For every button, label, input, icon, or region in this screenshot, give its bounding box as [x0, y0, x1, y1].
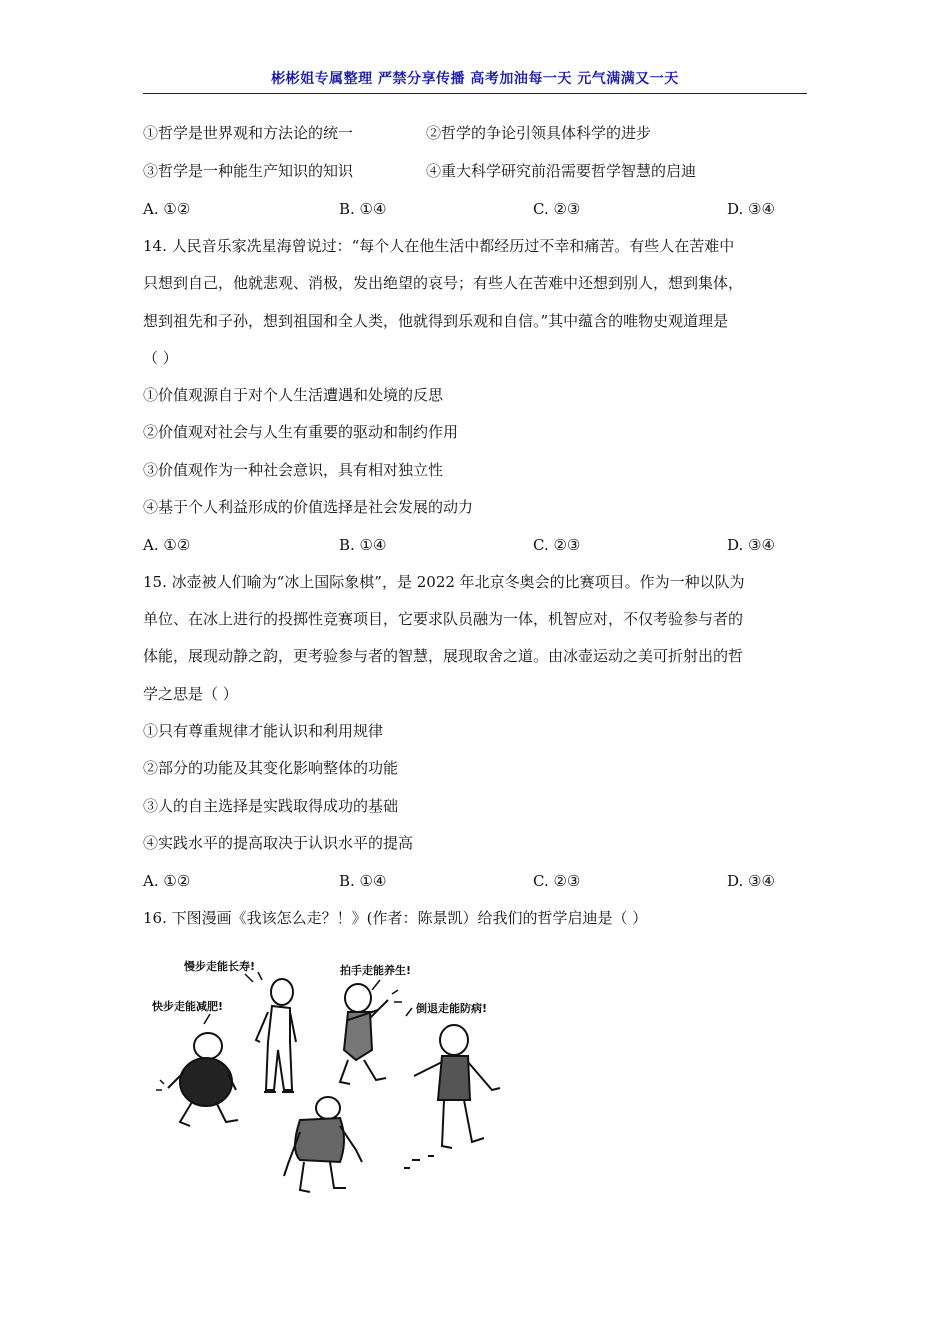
caption-slow-walk: 慢步走能长寿!	[184, 960, 256, 973]
q13-choice-b[interactable]: B. ①④	[339, 200, 387, 218]
q14-choice-a[interactable]: A. ①②	[143, 536, 191, 554]
page-header: 彬彬姐专属整理 严禁分享传播 高考加油每一天 元气满满又一天	[271, 71, 679, 87]
q13-options-row-2	[143, 161, 807, 181]
q14-stem-line-2: 只想到自己，他就悲观、消极，发出绝望的哀号；有些人在苦难中还想到别人，想到集体，	[143, 274, 744, 292]
q14-stem-line-1: 14. 人民音乐家冼星海曾说过：“每个人在他生活中都经历过不幸和痛苦。有些人在苦难中	[143, 237, 735, 255]
q13-option-2: ②哲学的争论引领具体科学的进步	[426, 124, 652, 142]
q14-choice-d[interactable]: D. ③④	[727, 536, 775, 554]
q15-stem-line-2: 单位、在冰上进行的投掷性竞赛项目，它要求队员融为一体，机智应对，不仅考验参与者的	[143, 610, 744, 628]
q15-stem-line-4: 学之思是（ ）	[143, 685, 238, 703]
cartoon-how-should-i-walk	[150, 950, 510, 1200]
q14-stem-line-3: 想到祖先和子孙，想到祖国和全人类，他就得到乐观和自信。”其中蕴含的唯物史观道理是	[143, 312, 729, 330]
q15-option-3: ③人的自主选择是实践取得成功的基础	[143, 797, 399, 815]
header-divider	[143, 93, 807, 94]
caption-back-walk: 倒退走能防病!	[416, 1002, 488, 1015]
q13-options-row-1	[143, 123, 807, 143]
figure-bent-walker	[284, 1097, 362, 1192]
q14-option-2: ②价值观对社会与人生有重要的驱动和制约作用	[143, 423, 459, 441]
q14-option-1: ①价值观源自于对个人生活遭遇和处境的反思	[143, 386, 444, 404]
caption-clap-walk: 拍手走能养生!	[340, 964, 412, 977]
figure-fast-walker	[156, 1033, 238, 1126]
footprint-marks	[404, 1156, 434, 1168]
figure-slow-walker	[256, 979, 296, 1092]
q14-stem-line-4: （ ）	[143, 349, 178, 367]
q13-choice-a[interactable]: A. ①②	[143, 200, 191, 218]
q15-option-2: ②部分的功能及其变化影响整体的功能	[143, 759, 399, 777]
caption-fast-walk: 快步走能减肥!	[152, 1000, 224, 1013]
q15-choice-c[interactable]: C. ②③	[533, 872, 581, 890]
q15-choice-a[interactable]: A. ①②	[143, 872, 191, 890]
q13-option-1: ①哲学是世界观和方法论的统一	[143, 124, 354, 142]
figure-clapping-walker	[340, 984, 402, 1084]
q13-option-3: ③哲学是一种能生产知识的知识	[143, 162, 354, 180]
q13-option-4: ④重大科学研究前沿需要哲学智慧的启迪	[426, 162, 697, 180]
q16-stem-line-1: 16. 下图漫画《我该怎么走？！》(作者：陈景凯）给我们的哲学启迪是（ ）	[143, 909, 648, 927]
q15-option-4: ④实践水平的提高取决于认识水平的提高	[143, 834, 414, 852]
q14-option-3: ③价值观作为一种社会意识，具有相对独立性	[143, 461, 444, 479]
q15-choice-b[interactable]: B. ①④	[339, 872, 387, 890]
q13-choice-d[interactable]: D. ③④	[727, 200, 775, 218]
q15-option-1: ①只有尊重规律才能认识和利用规律	[143, 722, 384, 740]
q15-stem-line-3: 体能，展现动静之韵，更考验参与者的智慧，展现取舍之道。由冰壶运动之美可折射出的哲	[143, 647, 744, 665]
q14-choice-c[interactable]: C. ②③	[533, 536, 581, 554]
q15-stem-line-1: 15. 冰壶被人们喻为“冰上国际象棋”，是 2022 年北京冬奥会的比赛项目。作为一种以队为	[143, 573, 745, 591]
figure-backward-walker	[414, 1025, 500, 1148]
q14-choice-b[interactable]: B. ①④	[339, 536, 387, 554]
q13-choice-c[interactable]: C. ②③	[533, 200, 581, 218]
q15-choice-d[interactable]: D. ③④	[727, 872, 775, 890]
q14-option-4: ④基于个人利益形成的价值选择是社会发展的动力	[143, 498, 474, 516]
